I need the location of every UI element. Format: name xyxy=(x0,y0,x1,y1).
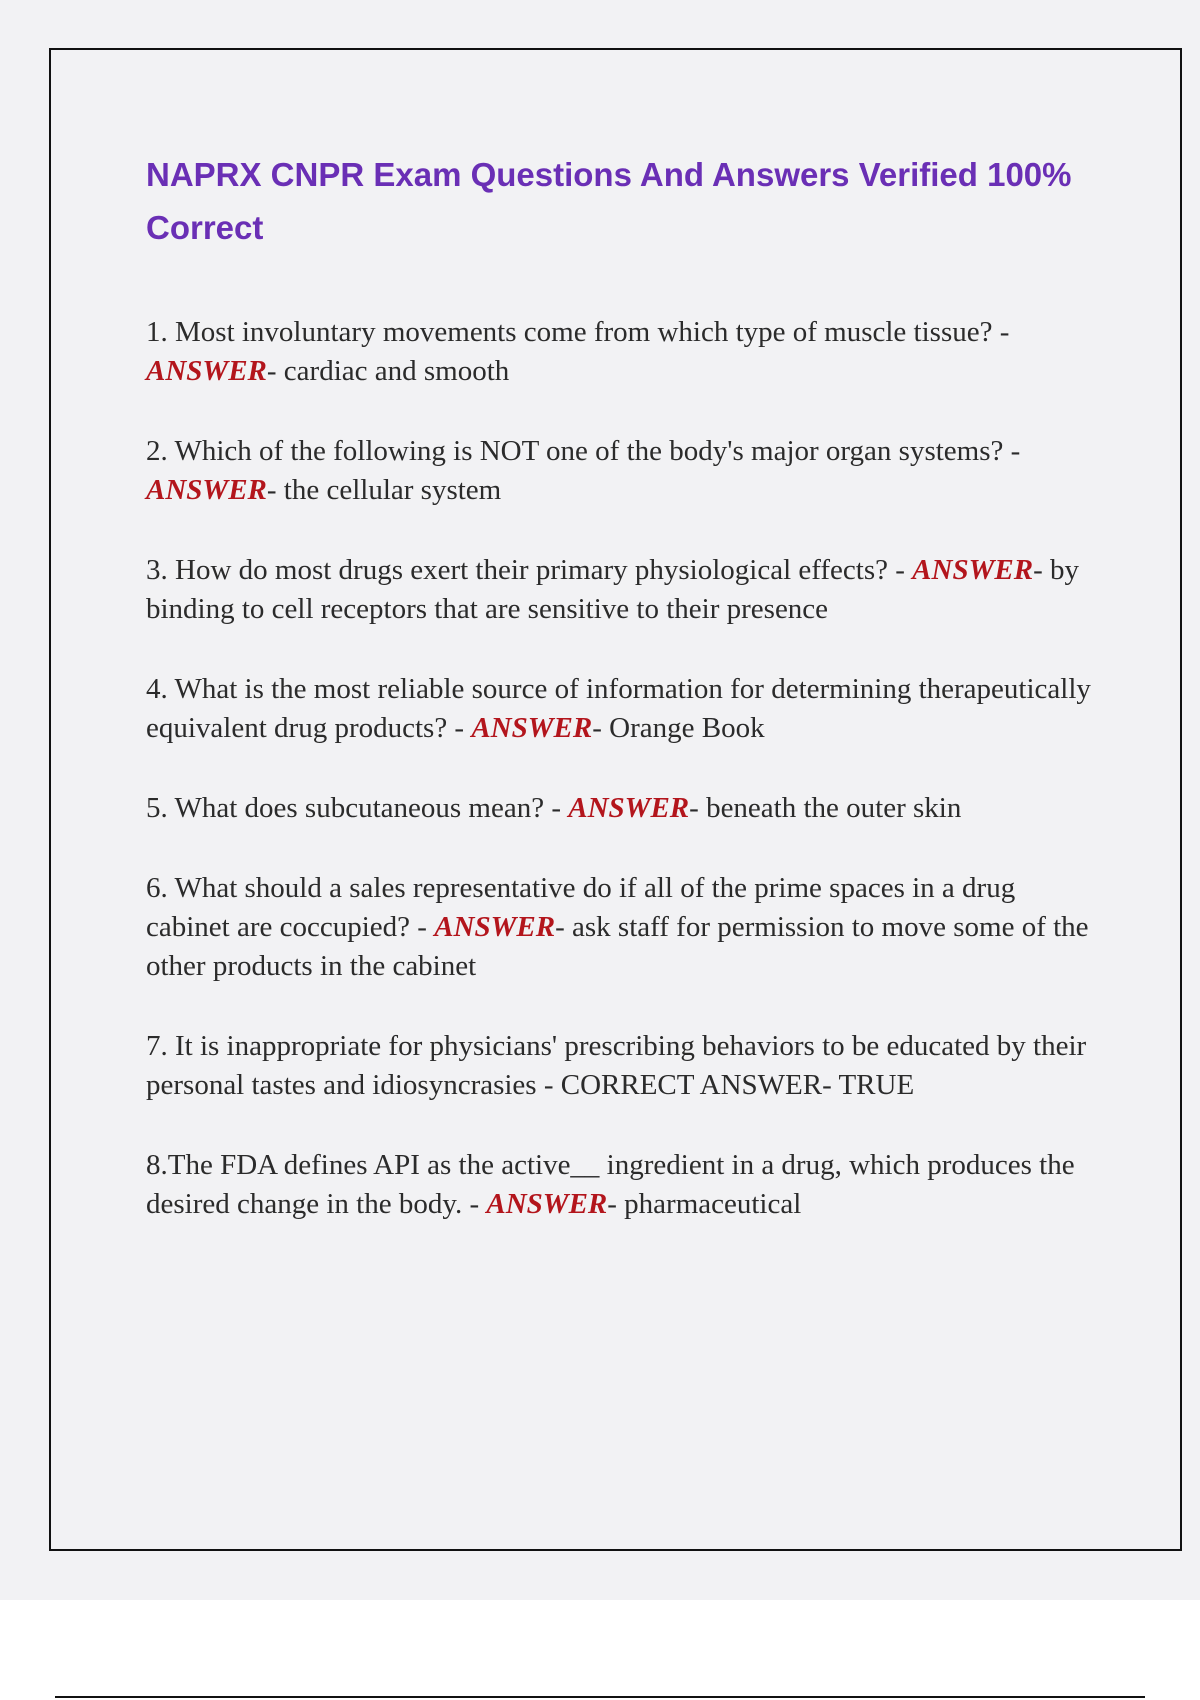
document-title: NAPRX CNPR Exam Questions And Answers Verified 100% Correct xyxy=(146,156,1072,246)
qa-item-3 xyxy=(146,551,1106,629)
qa-item-1 xyxy=(146,313,1106,391)
question-text: 8.The FDA defines API as the active__ ingredient in a drug, which produces the desired change in the body. - xyxy=(146,1149,1075,1220)
qa-item-8 xyxy=(146,1146,1106,1224)
qa-item-2 xyxy=(146,432,1106,510)
footer-band xyxy=(0,1600,1200,1700)
question-text: 6. What should a sales representative do if all of the prime spaces in a drug cabinet are coccupied? - xyxy=(146,872,1016,943)
question-text: 2. Which of the following is NOT one of the body's major organ systems? - xyxy=(146,435,1021,467)
qa-item-6 xyxy=(146,869,1106,986)
qa-item-5 xyxy=(146,789,1106,828)
document-page xyxy=(49,48,1182,1551)
answer-text: - pharmaceutical xyxy=(607,1188,802,1220)
qa-item-7 xyxy=(146,1027,1106,1105)
question-text: 4. What is the most reliable source of information for determining therapeutically equivalent drug products? - xyxy=(146,673,1091,744)
answer-text: - by binding to cell receptors that are sensitive to their presence xyxy=(146,554,1079,625)
answer-text: - cardiac and smooth xyxy=(266,355,510,387)
qa-item-4 xyxy=(146,670,1106,748)
answer-label: ANSWER xyxy=(146,355,267,387)
qa-list xyxy=(146,313,1106,1224)
answer-label: ANSWER xyxy=(912,554,1034,586)
answer-label: ANSWER xyxy=(486,1188,608,1220)
question-text: 1. Most involuntary movements come from which type of muscle tissue? - xyxy=(146,316,1010,348)
answer-label: ANSWER xyxy=(434,911,556,943)
answer-text: - the cellular system xyxy=(266,474,502,506)
question-text: 5. What does subcutaneous mean? - xyxy=(146,792,569,824)
answer-text: - beneath the outer skin xyxy=(689,792,962,824)
footer-divider xyxy=(55,1696,1145,1698)
answer-text: - Orange Book xyxy=(592,712,765,744)
question-text: 7. It is inappropriate for physicians' prescribing behaviors to be educated by their personal tastes and idiosyncrasies - CORRECT ANSWER- TRUE xyxy=(146,1030,1087,1101)
answer-label: ANSWER xyxy=(471,712,593,744)
answer-label: ANSWER xyxy=(146,474,267,506)
answer-text: - ask staff for permission to move some of the other products in the cabinet xyxy=(146,911,1089,982)
answer-label: ANSWER xyxy=(568,792,690,824)
question-text: 3. How do most drugs exert their primary physiological effects? - xyxy=(146,554,913,586)
